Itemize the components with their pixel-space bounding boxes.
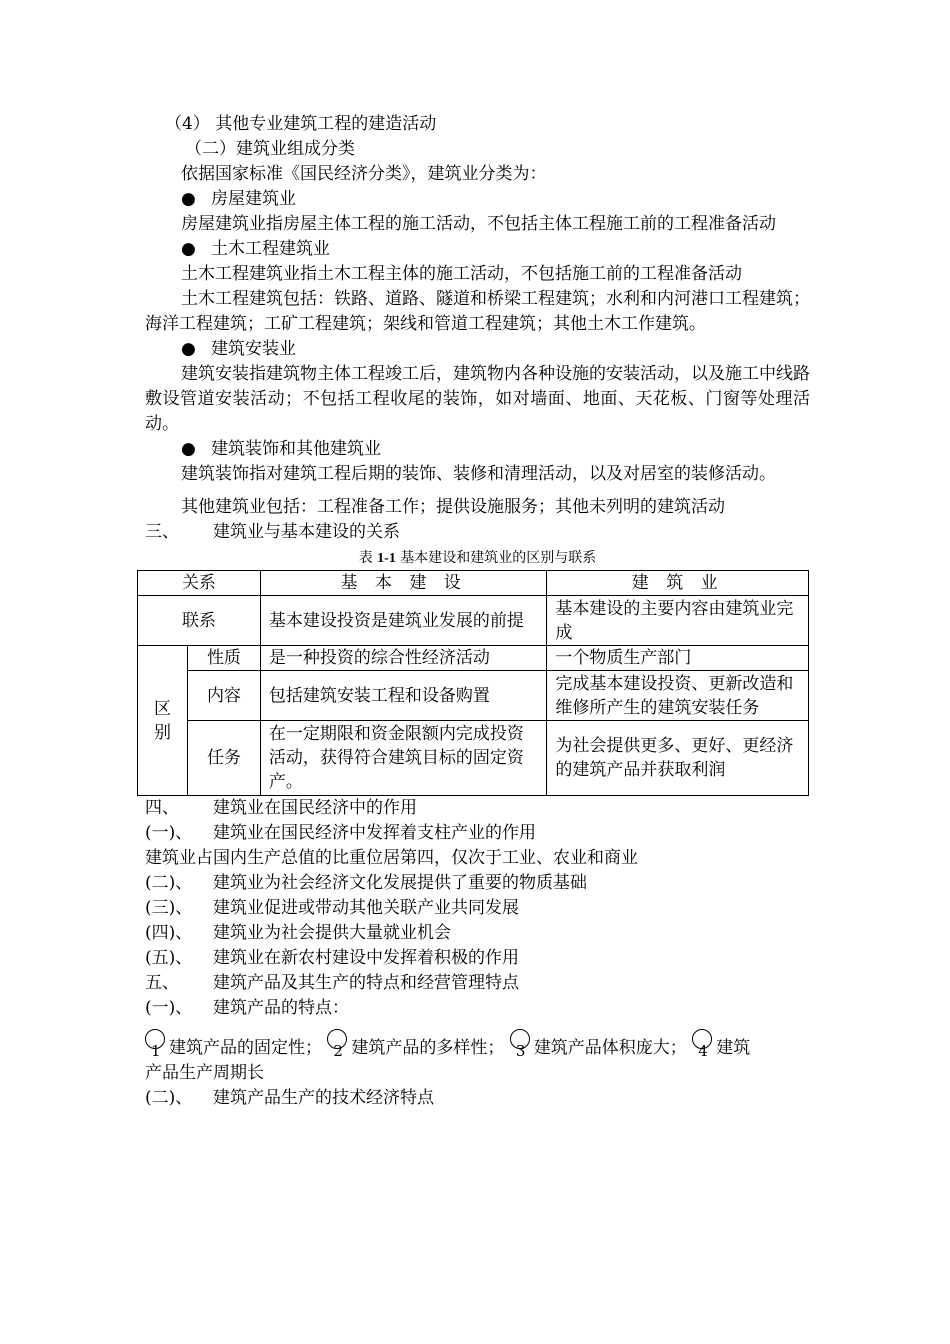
bullet-item (145, 437, 810, 462)
table-caption: 表 1-1 基本建设和建筑业的区别与联系 (358, 550, 597, 566)
paragraph: 土木工程建筑业指土木工程主体的施工活动，不包括施工前的工程准备活动 (181, 264, 742, 284)
subsection-heading: (二)、 建筑产品生产的技术经济特点 (145, 1088, 434, 1108)
circled-number-3-icon: 3 (510, 1029, 532, 1059)
paragraph: 其他建筑业包括：工程准备工作；提供设施服务；其他未列明的建筑活动 (181, 497, 725, 517)
paragraph: 建筑装饰指对建筑工程后期的装饰、装修和清理活动，以及对居室的装修活动。 (181, 464, 776, 484)
bullet-item (145, 237, 810, 262)
paragraph: 房屋建筑业指房屋主体工程的施工活动，不包括主体工程施工前的工程准备活动 (181, 214, 776, 234)
circled-number-2-icon: 2 (327, 1029, 349, 1059)
bullet-icon: ● (181, 339, 196, 359)
row-group-label: 区别 (138, 646, 188, 796)
document-page (145, 112, 810, 1111)
table-cell: 基本建设投资是建筑业发展的前提 (260, 596, 547, 646)
row-label: 性质 (187, 646, 260, 671)
table-header-row (138, 571, 809, 596)
header-cell: 关系 (138, 571, 261, 596)
table-row (138, 646, 809, 671)
row-label: 任务 (187, 721, 260, 796)
circled-number-1-icon: 1 (145, 1029, 167, 1059)
subsection-heading: (二)、 建筑业为社会经济文化发展提供了重要的物质基础 (145, 873, 587, 893)
subsection-heading: (一)、 建筑业在国民经济中发挥着支柱产业的作用 (145, 823, 536, 843)
bullet-icon: ● (181, 439, 196, 459)
header-cell: 基 本 建 设 (260, 571, 547, 596)
table-row (138, 596, 809, 646)
header-cell: 建 筑 业 (547, 571, 809, 596)
bullet-icon: ● (181, 189, 196, 209)
row-label: 联系 (138, 596, 261, 646)
subsection-heading: (五)、 建筑业在新农村建设中发挥着积极的作用 (145, 948, 519, 968)
bullet-label: 土木工程建筑业 (211, 239, 330, 259)
table-cell: 包括建筑安装工程和设备购置 (260, 671, 547, 721)
paragraph: 建筑安装指建筑物主体工程竣工后，建筑物内各种设施的安装活动，以及施工中线路敷设管道安装活动；不包括工程收尾的装饰，如对墙面、地面、天花板、门窗等处理活动。 (145, 364, 810, 434)
table-cell: 是一种投资的综合性经济活动 (260, 646, 547, 671)
bullet-label: 建筑安装业 (211, 339, 296, 359)
paragraph: 产品生产周期长 (145, 1063, 264, 1083)
paragraph: 建筑业占国内生产总值的比重位居第四，仅次于工业、农业和商业 (145, 848, 638, 868)
table-cell: 为社会提供更多、更好、更经济的建筑产品并获取利润 (547, 721, 809, 796)
row-label: 内容 (187, 671, 260, 721)
section-heading-4: 四、 建筑业在国民经济中的作用 (145, 798, 417, 818)
paragraph: 土木工程建筑包括：铁路、道路、隧道和桥梁工程建筑；水利和内河港口工程建筑；海洋工程建筑；工矿工程建筑；架线和管道工程建筑；其他土木工作建筑。 (145, 289, 810, 334)
bullet-label: 建筑装饰和其他建筑业 (211, 439, 381, 459)
subsection-heading: （二）建筑业组成分类 (185, 139, 355, 159)
section-heading-3: 三、 建筑业与基本建设的关系 (145, 522, 400, 542)
bullet-item (145, 187, 810, 212)
table-cell: 在一定期限和资金限额内完成投资活动，获得符合建筑目标的固定资产。 (260, 721, 547, 796)
table-row (138, 721, 809, 796)
section-heading-5: 五、 建筑产品及其生产的特点和经营管理特点 (145, 973, 519, 993)
bullet-item (145, 337, 810, 362)
table-cell: 完成基本建设投资、更新改造和维修所产生的建筑安装任务 (547, 671, 809, 721)
table-cell: 一个物质生产部门 (547, 646, 809, 671)
table-row (138, 671, 809, 721)
table-cell: 基本建设的主要内容由建筑业完成 (547, 596, 809, 646)
numbered-features: 1 建筑产品的固定性； 2 建筑产品的多样性； 3 建筑产品体积庞大； 4 建筑 (145, 1029, 810, 1061)
subsection-heading: (四)、 建筑业为社会提供大量就业机会 (145, 923, 451, 943)
circled-number-4-icon: 4 (692, 1029, 714, 1059)
bullet-label: 房屋建筑业 (211, 189, 296, 209)
bullet-icon: ● (181, 239, 196, 259)
subsection-item-4: （4） 其他专业建筑工程的建造活动 (165, 114, 437, 134)
comparison-table (137, 570, 809, 796)
subsection-heading: (三)、 建筑业促进或带动其他关联产业共同发展 (145, 898, 519, 918)
paragraph-intro: 依据国家标准《国民经济分类》，建筑业分类为： (181, 164, 547, 184)
subsection-heading: (一)、 建筑产品的特点： (145, 998, 349, 1018)
